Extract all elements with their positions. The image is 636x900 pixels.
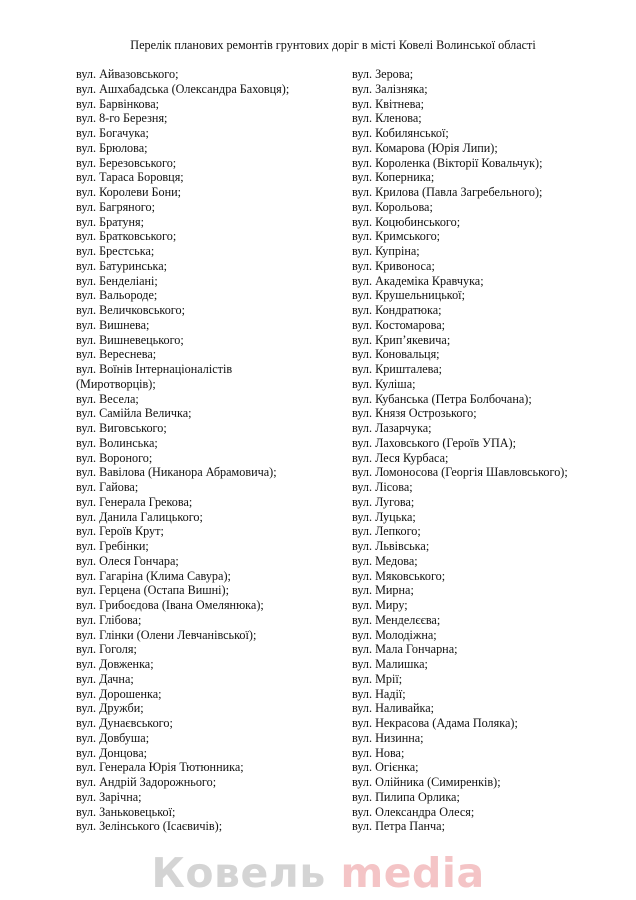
street-list-item: вул. Мяковського; [352,568,446,583]
street-list-item: вул. Гагаріна (Клима Савура); [76,568,231,583]
street-list-item: вул. Андрій Задорожнього; [76,775,217,789]
street-list-item: вул. Петра Панча; [352,819,445,834]
street-list-item: вул. Глібова; [76,612,142,627]
watermark-logo-part2: media [340,849,485,897]
street-list-item: вул. Батуринська; [76,258,168,273]
street-list-item: вул. Березовського; [76,155,177,170]
street-list-item: вул. Мирна; [352,583,414,598]
watermark-logo [0,848,636,898]
watermark-logo-part1: Ковель [151,849,326,897]
street-list-item: вул. Ашхабадська (Олександра Баховця); [76,81,290,96]
street-list-item: вул. Багряного; [76,199,155,214]
street-list-item: вул. Бенделіані; [76,273,158,288]
street-list-item: вул. Миру; [352,598,408,612]
street-list-item: вул. Воїнів Інтернаціоналістів (Миротворців); [76,362,233,391]
street-list-item: вул. Коцюбинського; [352,214,461,229]
street-list-item: вул. Залізняка; [352,81,428,96]
street-list-item: вул. Наливайка; [352,701,435,716]
street-list-item: вул. Вишневецького; [76,332,184,347]
street-list-left [76,67,346,834]
street-list-item: вул. Братковського; [76,229,177,244]
street-list-item: вул. Кришталева; [352,362,443,376]
street-list-item: вул. Крушельницької; [352,288,465,303]
street-list-item: вул. Кримського; [352,229,441,244]
street-list-item: вул. Купріна; [352,244,420,258]
street-list-item: вул. Брестська; [76,244,155,258]
street-list-item: вул. Мала Гончарна; [352,642,458,657]
street-list-item: вул. Кобилянської; [352,126,449,140]
street-list-item: вул. Гоголя; [76,642,137,657]
street-list-item: вул. Дачна; [76,671,134,686]
street-list-item: вул. Донцова; [76,745,148,760]
street-list-item: вул. Брюлова; [76,140,148,155]
street-list-item: вул. Довженка; [76,657,154,671]
street-list-item: вул. Костомарова; [352,317,446,332]
street-list-item: вул. Грибоєдова (Івана Омелянюка); [76,598,264,612]
street-list-item: вул. Весела; [76,391,139,406]
street-list-item: вул. Кубанська (Петра Болбочана); [352,391,532,406]
street-list-item: вул. Вереснева; [76,347,157,362]
street-list-item: вул. Олеся Гончара; [76,553,179,568]
street-list-item: вул. 8-го Березня; [76,111,168,126]
street-list-item: вул. Дружби; [76,701,144,716]
street-list-item: вул. Олійника (Симиренків); [352,775,501,789]
street-list-item: вул. Айвазовського; [76,67,179,81]
street-list-item: вул. Короленка (Вікторії Ковальчук); [352,155,543,170]
street-list-item: вул. Медова; [352,553,418,568]
street-list-item: вул. Вальороде; [76,288,158,303]
street-list-item: вул. Волинська; [76,435,158,450]
street-list-item: вул. Коперника; [352,170,435,185]
street-list-item: вул. Зарічна; [76,789,142,804]
street-list-item: вул. Вороного; [76,450,153,465]
street-list-item: вул. Пилипа Орлика; [352,789,460,804]
street-list-item: вул. Лісова; [352,480,413,494]
street-list-item: вул. Лазарчука; [352,421,432,435]
street-list-item: вул. Академіка Кравчука; [352,273,484,288]
street-list-item: вул. Лугова; [352,494,415,509]
street-list-item: вул. Братуня; [76,214,145,229]
street-list-item: вул. Гайова; [76,480,139,494]
street-list-item: вул. Вишнева; [76,317,150,332]
street-list-item: вул. Лаховського (Героїв УПА); [352,435,516,450]
street-list-item: вул. Коновальця; [352,347,440,362]
street-list-item: вул. Крилова (Павла Загребельного); [352,185,543,199]
street-list-item: вул. Менделєєва; [352,612,441,627]
street-list-item: вул. Надії; [352,686,406,701]
street-list-item: вул. Кривоноса; [352,258,435,273]
street-list-item: вул. Самійла Величка; [76,406,192,421]
street-list-item: вул. Королеви Бони; [76,185,182,199]
street-list-item: вул. Данила Галицького; [76,509,203,524]
street-list-item: вул. Ломоносова (Георгія Шавловського); [352,465,568,480]
street-list-item: вул. Довбуша; [76,730,150,745]
street-list-item: вул. Некрасова (Адама Поляка); [352,716,518,730]
street-list-item: вул. Лепкого; [352,524,421,539]
street-list-item: вул. Молодіжна; [352,627,437,642]
street-list-item: вул. Виговського; [76,421,167,435]
street-list-item: вул. Богачука; [76,126,149,140]
street-list-item: вул. Львівська; [352,539,430,553]
street-list-item: вул. Герцена (Остапа Вишні); [76,583,229,598]
street-list-item: вул. Зерова; [352,67,414,81]
street-list-item: вул. Мрії; [352,671,403,686]
street-list-item: вул. Олександра Олеся; [352,804,475,819]
street-list-item: вул. Генерала Грекова; [76,494,193,509]
street-list-item: вул. Тараса Боровця; [76,170,184,185]
street-list-item: вул. Кленова; [352,111,422,126]
street-list-item: вул. Князя Острозького; [352,406,477,421]
street-list-item: вул. Генерала Юрія Тютюнника; [76,760,244,775]
street-list-item: вул. Кондратюка; [352,303,442,317]
street-list-item: вул. Леся Курбаса; [352,450,449,465]
street-list-item: вул. Малишка; [352,657,428,671]
street-list-item: вул. Глінки (Олени Левчанівської); [76,627,257,642]
street-list-item: вул. Величковського; [76,303,185,317]
street-list-right [352,67,622,834]
street-list-item: вул. Дорошенка; [76,686,162,701]
street-list-item: вул. Квітнева; [352,96,424,111]
street-list-item: вул. Куліша; [352,376,416,391]
street-list-item: вул. Низинна; [352,730,424,745]
street-list-item: вул. Гребінки; [76,539,149,553]
street-list-item: вул. Зелінського (Ісаєвичів); [76,819,223,834]
street-list-item: вул. Луцька; [352,509,416,524]
street-list-item: вул. Заньковецької; [76,804,176,819]
street-list-item: вул. Комарова (Юрія Липи); [352,140,498,155]
page-title: Перелік планових ремонтів грунтових доріг в місті Ковелі Волинської області [130,38,536,52]
street-list-item: вул. Вавілова (Никанора Абрамовича); [76,465,277,480]
street-list-item: вул. Нова; [352,745,405,760]
street-list-item: вул. Дунаєвського; [76,716,173,730]
street-list-item: вул. Героїв Крут; [76,524,164,539]
street-list-item: вул. Барвінкова; [76,96,160,111]
street-list-item: вул. Огієнка; [352,760,419,775]
street-list-item: вул. Корольова; [352,199,433,214]
street-list-item: вул. Крип’якевича; [352,332,451,347]
